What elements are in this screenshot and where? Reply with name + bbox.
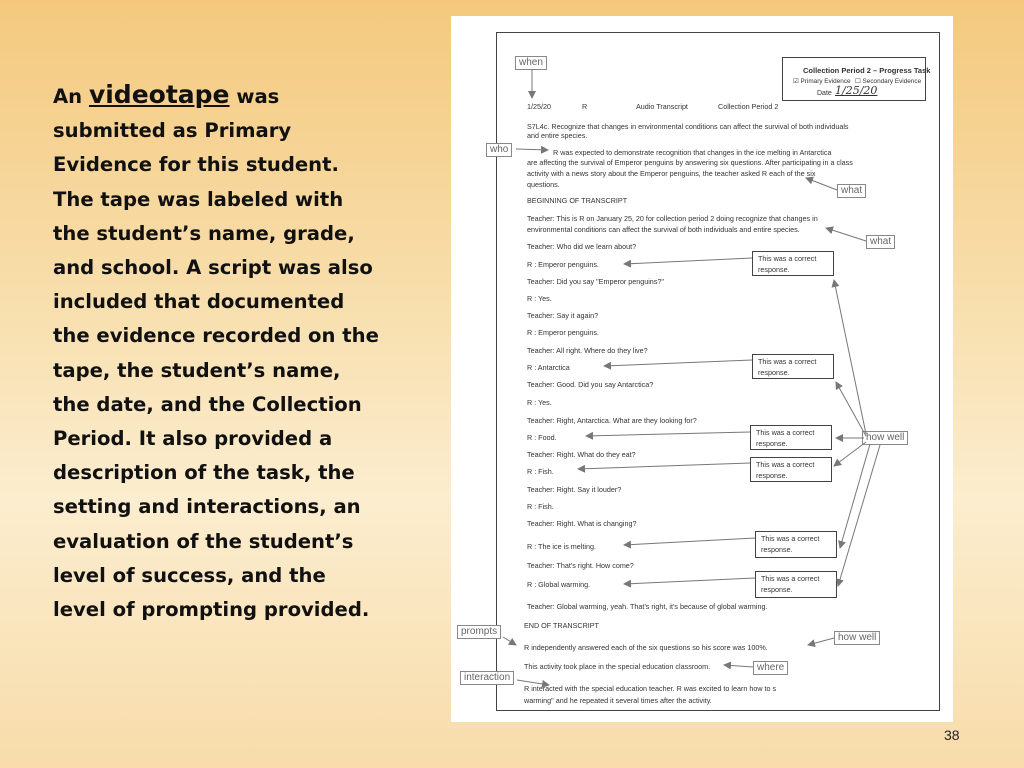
tag-who: who [486,143,512,157]
primary-evidence-checkbox: ☑ Primary Evidence [793,78,851,85]
date-label: Date [817,90,832,97]
description-line: activity with a news story about the Emperor penguins, the teacher asked R each of the six [527,169,816,178]
correct-response-box: This was a correct response. [750,457,832,482]
transcript-line: Teacher: Global warming, yeah. That’s right, it’s because of global warming. [527,602,768,611]
transcript-line: Teacher: All right. Where do they live? [527,346,648,355]
transcript-line: R : Emperor penguins. [527,260,599,269]
standard-line: and entire species. [527,131,588,140]
transcript-end: END OF TRANSCRIPT [524,621,599,630]
transcript-line: Teacher: Did you say "Emperor penguins?" [527,277,664,286]
tag-what: what [866,235,895,249]
transcript-begin: BEGINNING OF TRANSCRIPT [527,196,628,205]
transcript-line: R : Food. [527,433,557,442]
correct-response-box: This was a correct response. [755,531,837,558]
closing-line: R independently answered each of the six questions so his score was 100%. [524,643,768,652]
transcript-line: Teacher: Right. Say it louder? [527,485,622,494]
transcript-line: Teacher: Right, Antarctica. What are they looking for? [527,416,697,425]
standard-line: S7L4c. Recognize that changes in environmental conditions can affect the survival of both individuals [527,122,849,131]
transcript-line: Teacher: Say it again? [527,311,599,320]
text-before: An [53,85,89,108]
correct-response-box: This was a correct response. [750,425,832,450]
transcript-line: R : The ice is melting. [527,542,596,551]
date-handwritten: 1/25/20 [835,84,878,97]
intro-line: environmental conditions can affect the survival of both individuals and entire species. [527,225,800,234]
transcript-line: Teacher: Right. What do they eat? [527,450,636,459]
transcript-line: R : Yes. [527,294,552,303]
closing-line: warming" and he repeated it several times after the activity. [524,696,712,705]
transcript-line: R : Emperor penguins. [527,328,599,337]
tag-how-well: how well [862,431,908,445]
transcript-line: R : Antarctica [527,363,570,372]
transcript-line: Teacher: That’s right. How come? [527,561,634,570]
transcript-line: Teacher: Good. Did you say Antarctica? [527,380,654,389]
videotape-emphasis: videotape [88,80,230,109]
page-number: 38 [944,727,960,743]
correct-response-box: This was a correct response. [755,571,837,598]
header-initial: R [582,102,588,111]
tag-interaction: interaction [460,671,514,685]
transcript-line: R : Fish. [527,467,554,476]
header-type: Audio Transcript [636,102,688,111]
tag-what: what [837,184,866,198]
secondary-evidence-checkbox: ☐ Secondary Evidence [855,78,922,85]
tag-where: where [753,661,788,675]
header-date: 1/25/20 [527,102,551,111]
closing-line: R interacted with the special education teacher. R was excited to learn how to s [524,684,777,693]
description-line: R was expected to demonstrate recognition that changes in the ice melting in Antarctica [553,148,832,157]
description-line: are affecting the survival of Emperor penguins by answering six questions. After participating in a class [527,158,853,167]
correct-response-box: This was a correct response. [752,251,834,276]
tag-when: when [515,56,547,70]
transcript-line: R : Fish. [527,502,554,511]
transcript-line: R : Global warming. [527,580,591,589]
transcript-line: R : Yes. [527,398,552,407]
header-period: Collection Period 2 [718,102,779,111]
tag-prompts: prompts [457,625,501,639]
text-after: was submitted as Primary Evidence for this student. The tape was labeled with the student’s name, grade, and school. A script was also included that documented the evidence recorded on the tape, the student’s name, the date, and the Collection Period. It also provided a description of the task, the setting and interactions, an evaluation of the student’s level of success, and the level of prompting provided. [53,85,379,622]
correct-response-box: This was a correct response. [752,354,834,379]
closing-line: This activity took place in the special education classroom. [524,662,711,671]
intro-line: Teacher: This is R on January 25, 20 for collection period 2 doing recognize that changes in [527,214,818,223]
progress-task-title: Collection Period 2 – Progress Task [803,66,931,75]
description-line: questions. [527,180,560,189]
tag-how-well: how well [834,631,880,645]
transcript-line: Teacher: Right. What is changing? [527,519,637,528]
transcript-line: Teacher: Who did we learn about? [527,242,637,251]
